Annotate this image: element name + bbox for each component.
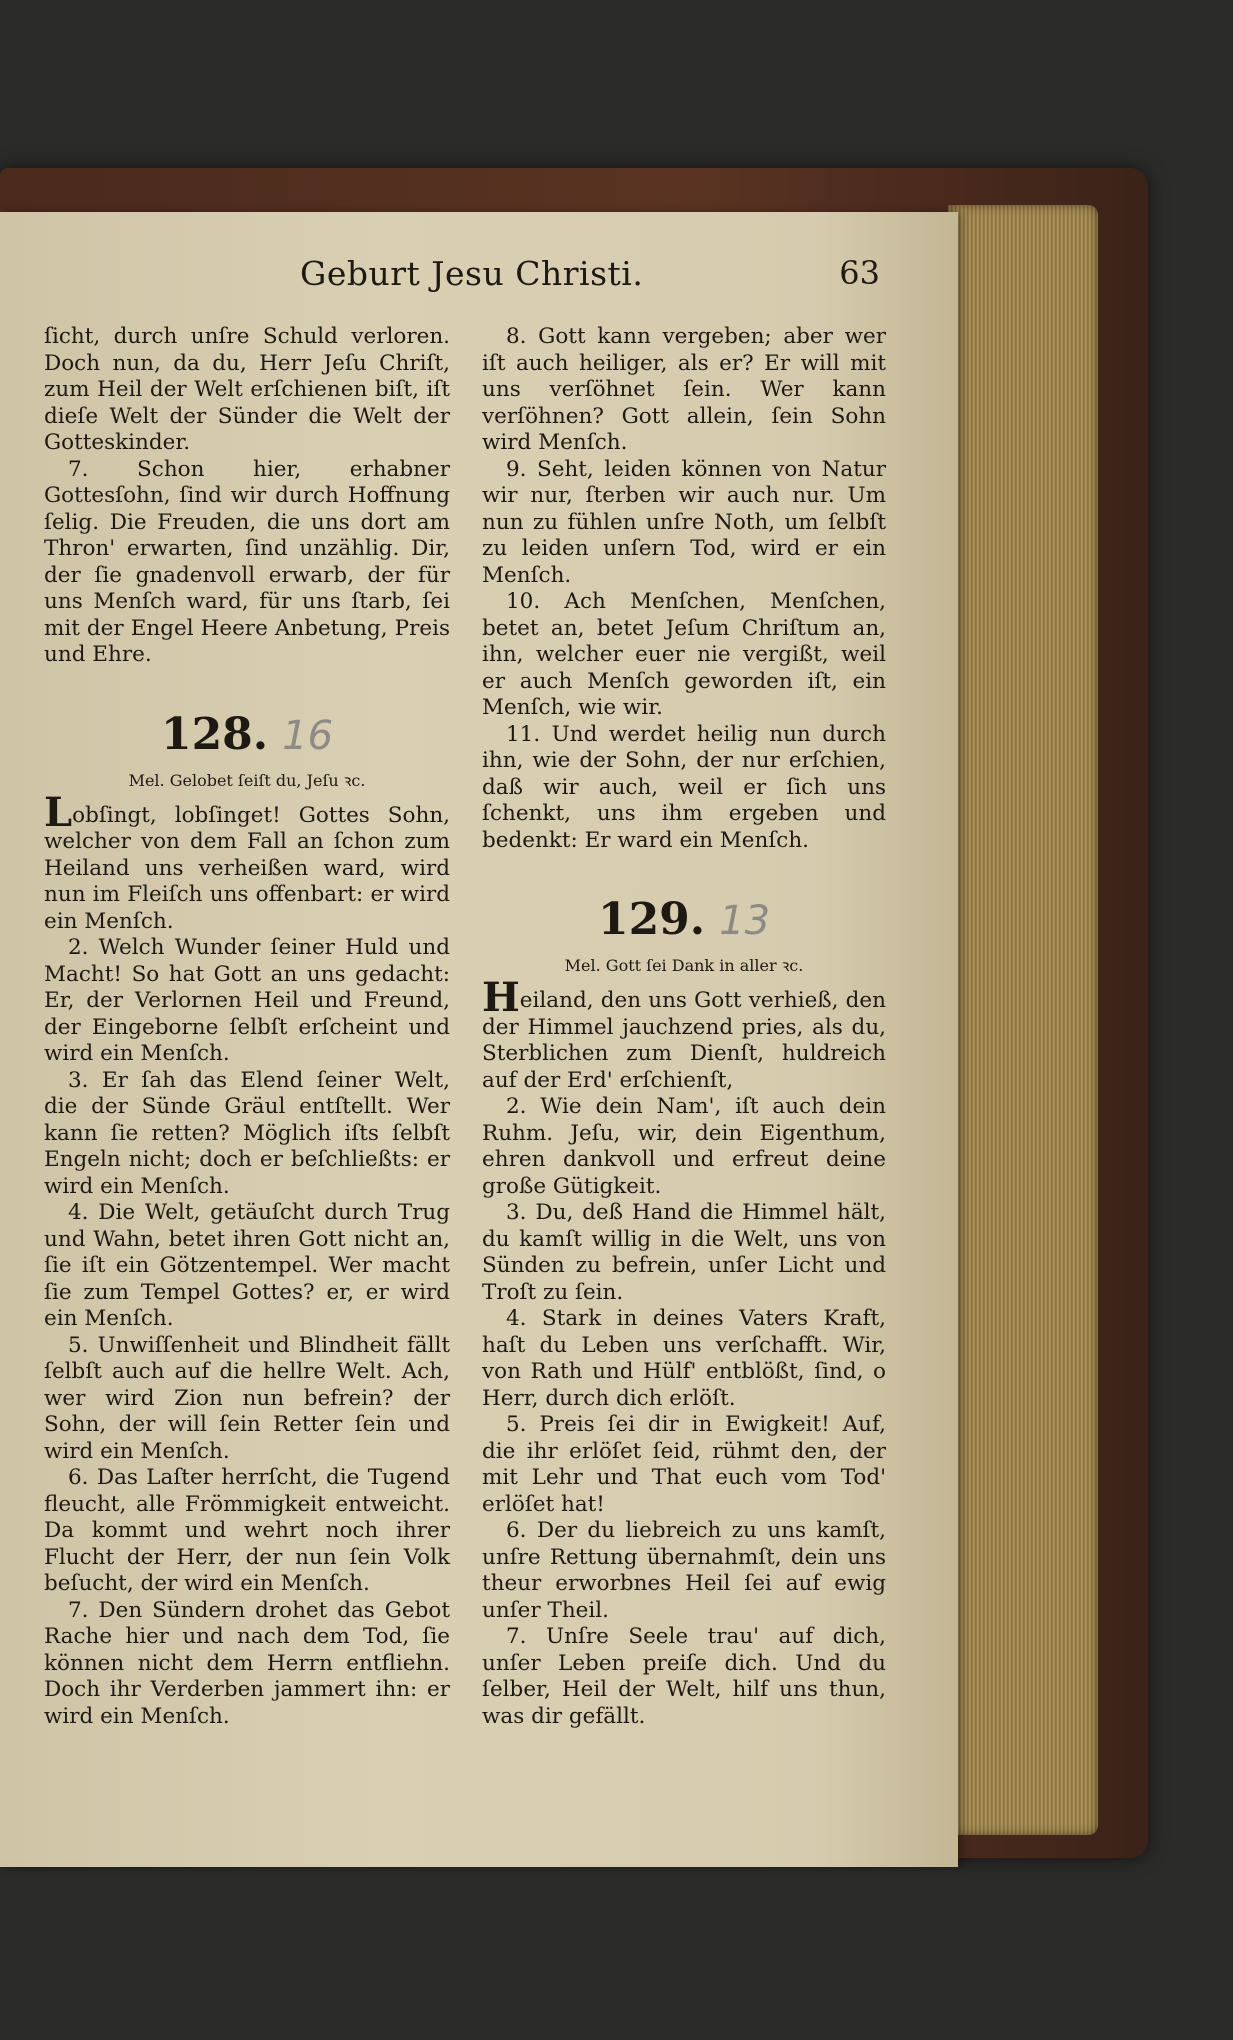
pencil-annotation: 16: [282, 712, 334, 759]
hymn-128-verse-8: 8. Gott kann vergeben; aber wer iſt auch heiliger, als er? Er will mit uns verſöhnet ſein. Wer kann verſöhnen? Gott allein, ſein Sohn wird Menſch.: [482, 324, 886, 455]
hymn-129-verse-4: 4. Stark in deines Vaters Kraft, haſt du Leben uns verſchafft. Wir, von Rath und Hülf' entblößt, ſind, o Herr, durch dich erlöſt.: [482, 1306, 886, 1411]
verse-text: eiland, den uns Gott verhieß, den der Himmel jauchzend pries, als du, Sterblichen zum Dienſt, huldreich auf der Erd' erſchienſt,: [482, 988, 886, 1093]
hymn-129-verse-2: 2. Wie dein Nam', iſt auch dein Ruhm. Jeſu, wir, dein Eigenthum, ehren dankvoll und erfreut deine große Gütigkeit.: [482, 1094, 886, 1199]
melody-line: Mel. Gelobet ſeiſt du, Jeſu ꝛc.: [128, 770, 366, 790]
melody-line: Mel. Gott ſei Dank in aller ꝛc.: [564, 956, 804, 975]
hymn-129-verse-3: 3. Du, deß Hand die Himmel hält, du kamſt willig in die Welt, uns von Sünden zu befrein, unſer Licht und Troſt zu ſein.: [482, 1200, 886, 1305]
hymn-129-verse-7: 7. Unſre Seele trau' auf dich, unſer Leben preiſe dich. Und du ſelber, Heil der Welt, hilf uns thun, was dir gefällt.: [482, 1624, 886, 1729]
page-number: 63: [839, 254, 880, 292]
hymn-128-verse-10: 10. Ach Menſchen, Menſchen, betet an, betet Jeſum Chriſtum an, ihn, welcher euer nie vergißt, weil er auch Menſch geworden iſt, ein Menſch, wie wir.: [482, 589, 886, 720]
hymn-number-129: [482, 892, 886, 949]
hymn-128-verse-1: [44, 788, 450, 936]
drop-initial: L: [44, 788, 73, 836]
hymn-number-text: 128.: [160, 708, 269, 760]
hymn-128-verse-9: 9. Seht, leiden können von Natur wir nur, ſterben wir auch nur. Um nun zu fühlen unſre Noth, um ſelbſt zu leiden unſern Tod, wird er ein Menſch.: [482, 456, 886, 588]
hymn-128-verse-11: 11. Und werdet heilig nun durch ihn, wie der Sohn, der nur erſchien, daß wir auch, weil er ſich uns ſchenkt, uns ihm ergeben und bedenkt: Er ward ein Menſch.: [482, 721, 886, 853]
hymn-128-verse-6: 6. Das Laſter herrſcht, die Tugend fleucht, alle Frömmigkeit entweicht. Da kommt und wehrt noch ihrer Flucht der Herr, der nun ſein Volk beſucht, der wird ein Menſch.: [44, 1465, 450, 1596]
verse-continuation: ſicht, durch unſre Schuld verloren. Doch nun, da du, Herr Jeſu Chriſt, zum Heil der Welt erſchienen biſt, iſt dieſe Welt der Sünder die Welt der Gotteskinder.: [44, 324, 450, 455]
running-head: [300, 254, 920, 304]
hymn-129-verse-1: [482, 974, 886, 1094]
hymn-128-verse-4: 4. Die Welt, getäuſcht durch Trug und Wahn, betet ihren Gott nicht an, ſie iſt ein Götzentempel. Wer macht ſie zum Tempel Gottes? er, er wird ein Menſch.: [44, 1200, 450, 1331]
running-title: Geburt Jesu Christi.: [300, 254, 644, 293]
verse-7: 7. Schon hier, erhabner Gottesſohn, ſind wir durch Hoffnung ſelig. Die Freuden, die uns dort am Thron' erwarten, ſind unzählig. Dir, der ſie gnadenvoll erwarb, der für uns Menſch ward, für uns ſtarb, ſei mit der Engel Heere Anbetung, Preis und Ehre.: [44, 456, 450, 667]
hymn-128-verse-7: 7. Den Sündern drohet das Gebot Rache hier und nach dem Tod, ſie können nicht dem Herrn entfliehn. Doch ihr Verderben jammert ihn: er wird ein Menſch.: [44, 1597, 450, 1729]
hymn-129-verse-5: 5. Preis ſei dir in Ewigkeit! Auf, die ihr erlöſet ſeid, rühmt den, der mit Lehr und That euch vom Tod' erlöſet hat!: [482, 1412, 886, 1517]
hymn-128-verse-3: 3. Er ſah das Elend ſeiner Welt, die der Sünde Gräul entſtellt. Wer kann ſie retten? Möglich iſts ſelbſt Engeln nicht; doch er beſchließts: er wird ein Menſch.: [44, 1067, 450, 1199]
hymn-128-verse-5: 5. Unwiſſenheit und Blindheit fällt ſelbſt auch auf die hellre Welt. Ach, wer wird Zion nun befrein? der Sohn, der will ſein Retter ſein und wird ein Menſch.: [44, 1332, 450, 1464]
hymn-number-128: [44, 707, 450, 764]
hymn-129-verse-6: 6. Der du liebreich zu uns kamſt, unſre Rettung übernahmſt, dein uns theur erworbnes Heil ſei auf ewig unſer Theil.: [482, 1518, 886, 1623]
left-column: [44, 324, 450, 1730]
book-page: [0, 212, 958, 1867]
page-edges: [948, 205, 1098, 1835]
right-column: [482, 324, 886, 1730]
hymn-128-verse-2: 2. Welch Wunder ſeiner Huld und Macht! So hat Gott an uns gedacht: Er, der Verlornen Heil und Freund, der Eingeborne ſelbſt erſcheint und wird ein Menſch.: [44, 935, 450, 1066]
hymn-number-text: 129.: [597, 894, 706, 945]
pencil-annotation: 13: [719, 898, 771, 944]
drop-initial: H: [482, 974, 520, 1021]
verse-text: obſingt, lobſinget! Gottes Sohn, welcher von dem Fall an ſchon zum Heiland uns verheißen ward, wird nun im Fleiſch uns offenbart: er wird ein Menſch.: [44, 802, 450, 934]
